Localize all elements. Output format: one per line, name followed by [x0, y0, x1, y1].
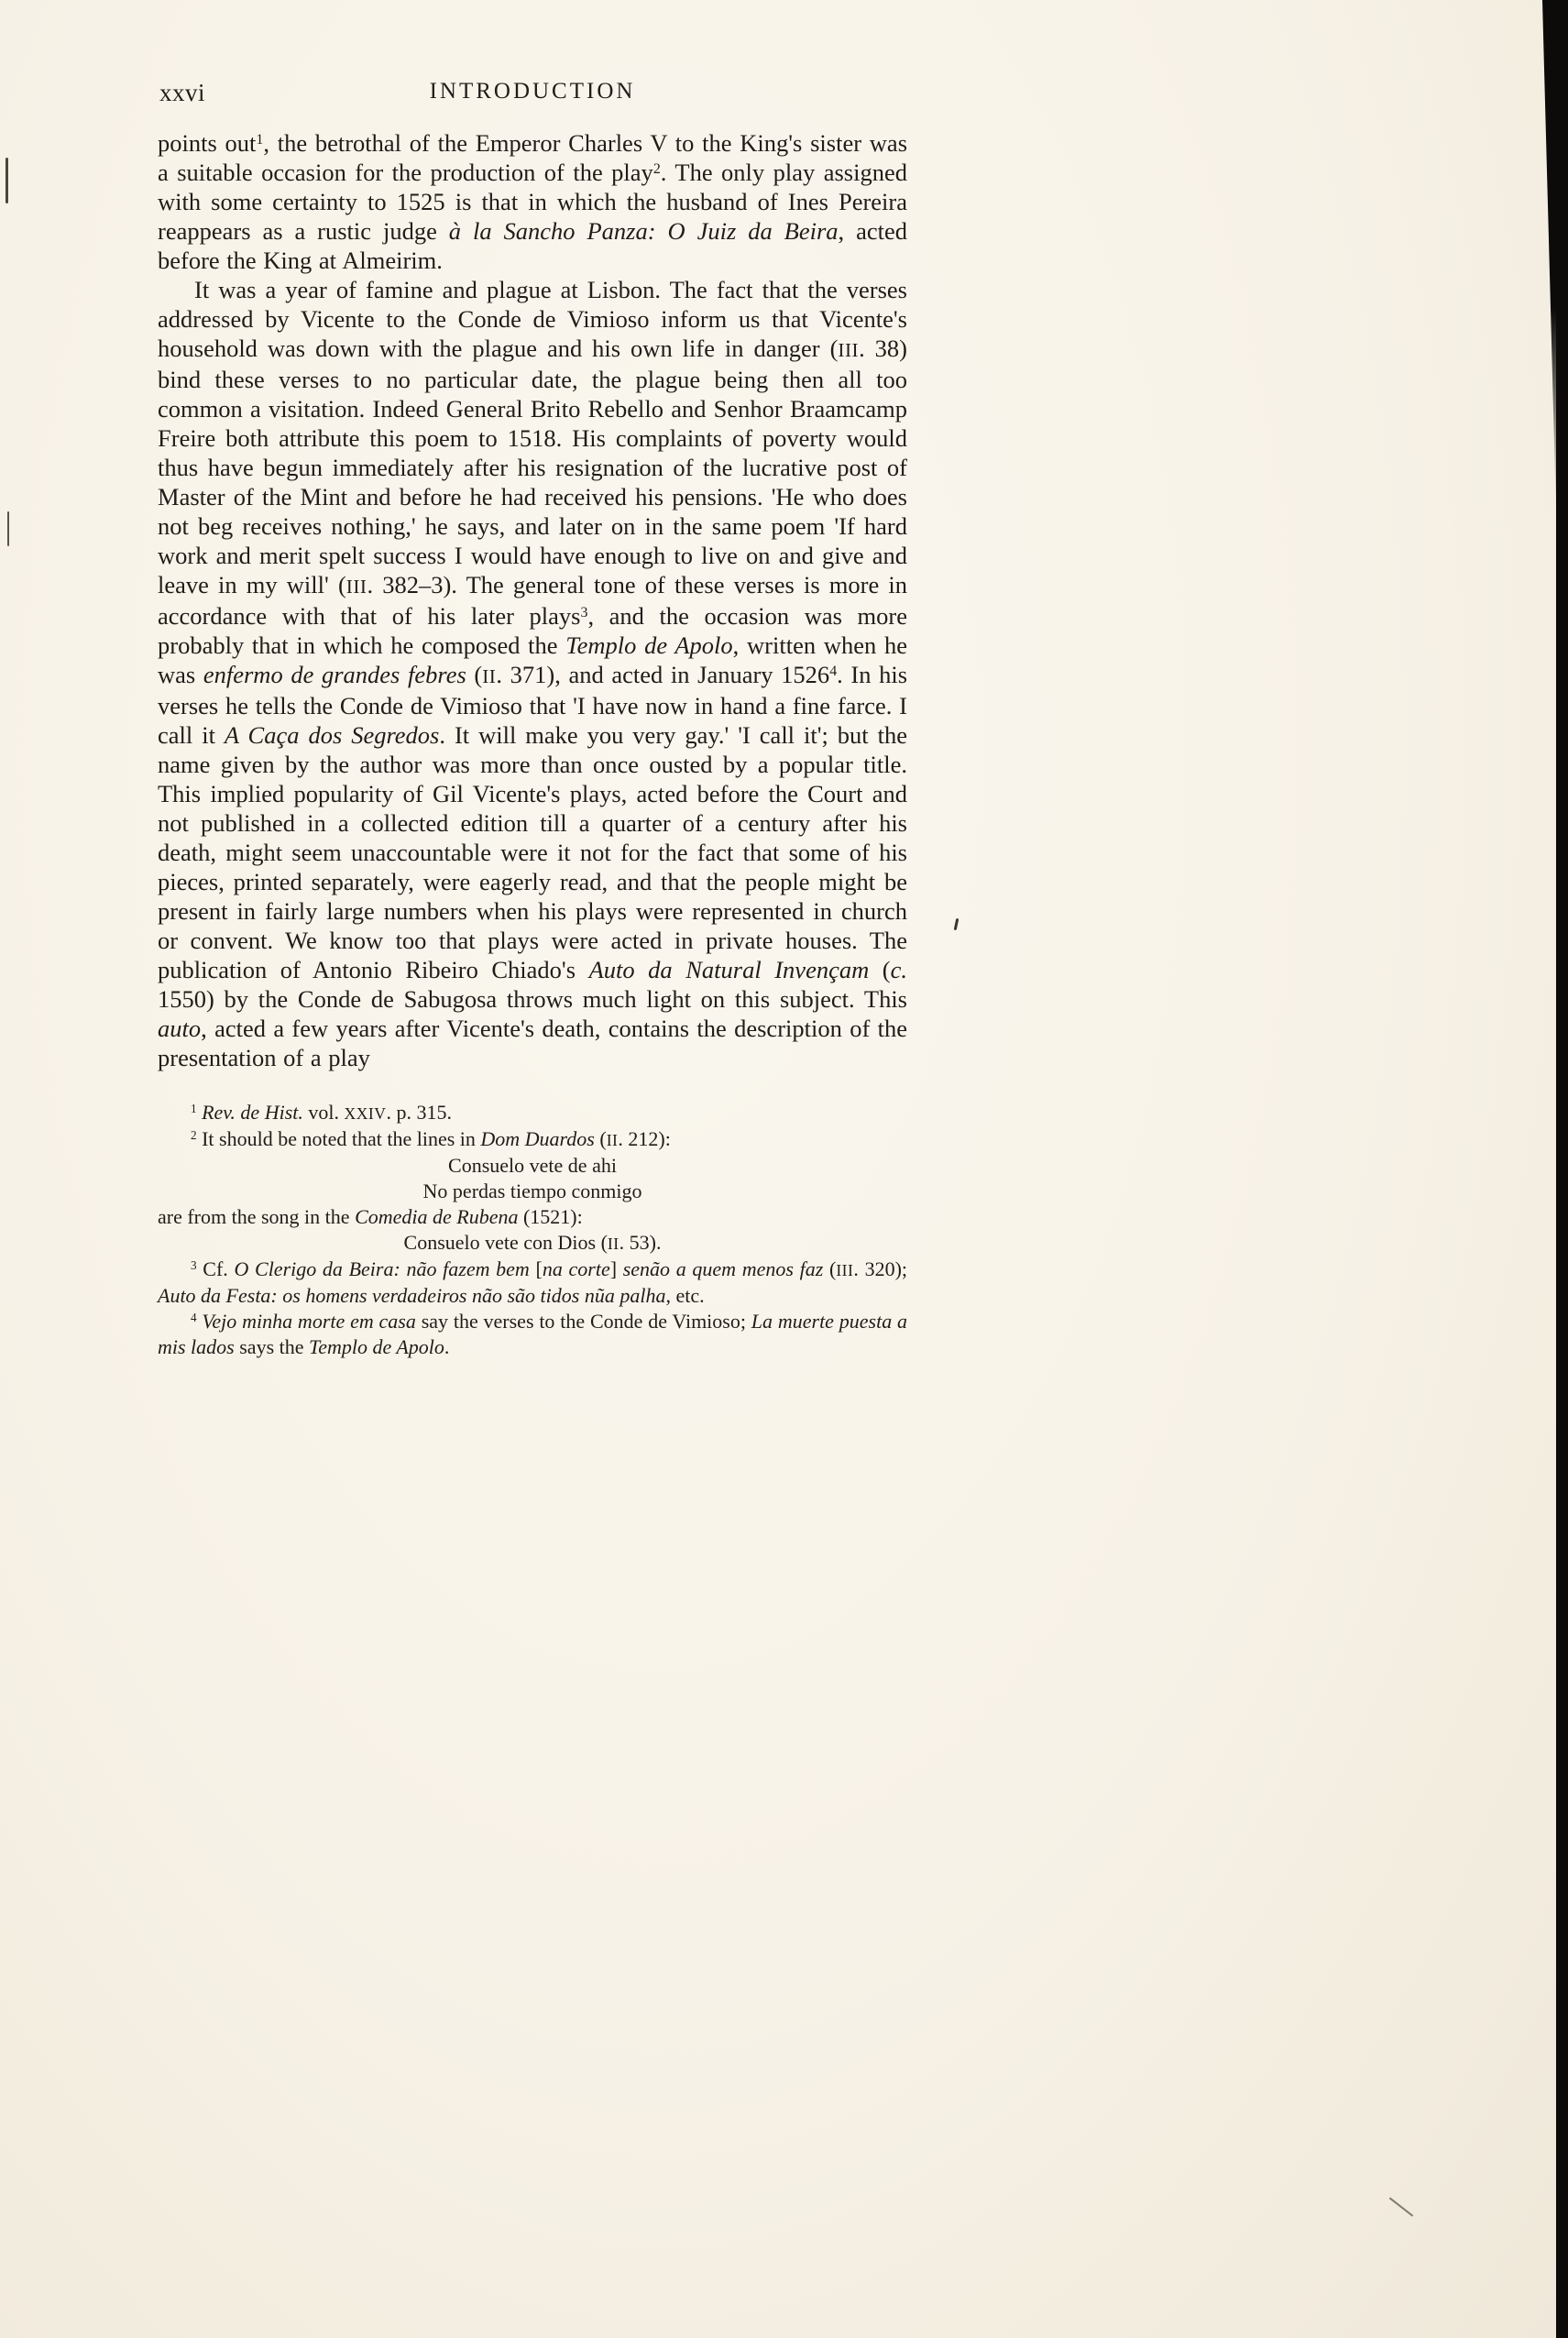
italic-text: Templo de Apolo [309, 1335, 444, 1358]
italic-text: Auto da Festa: os homens verdadeiros não são tidos nũa palha [158, 1284, 666, 1307]
text-run: . In his verses he tells the Conde de Vimioso that 'I have now in hand a fine farce. I call it [158, 661, 908, 749]
italic-text: Comedia de Rubena [355, 1205, 519, 1228]
paragraph [158, 128, 907, 275]
italic-text: Auto da Natural Invençam [588, 956, 870, 983]
footnote-line [158, 1309, 907, 1360]
text-run: . 382–3). The general tone of these verses is more in accordance with that of his later plays [158, 571, 907, 630]
page-number: xxvi [159, 79, 206, 106]
footnote-line [158, 1153, 907, 1179]
footnote-line [158, 1230, 907, 1257]
text-run: . It will make you very gay.' 'I call it'; but the name given by the author was more than once ousted by a popular title. This implied popularity of Gil Vicente's plays, acted before the Court and not published in a collected edition till a quarter of a century after his death, might seem unaccountable were it not for the fact that some of his pieces, printed separately, were eagerly read, and that the people might be present in fairly large numbers when his plays were represented in church or convent. We know too that plays were acted in private houses. The publication of Antonio Ribeiro Chiado's [158, 721, 907, 983]
text-run: ( [869, 956, 891, 983]
italic-text: à la Sancho Panza: O Juiz da Beira [448, 217, 839, 245]
italic-text: O Clerigo da Beira: não fazem bem [234, 1257, 530, 1280]
text-run: , the betrothal of the Emperor Charles V to the King's sister was a suitable occasion for the production of the play [158, 129, 908, 186]
text-run: , etc. [665, 1284, 705, 1307]
text-run: It should be noted that the lines in [196, 1127, 481, 1150]
text-run: . 38) bind these verses to no particular date, the plague being then all too common a visitation. Indeed General Brito Rebello and Senhor Braamcamp Freire both attribute this poem to 1518. His complaints of poverty would thus have begun immediately after his resignation of the lucrative post of Master of the Mint and before he had received his pensions. 'He who does not beg receives nothing,' he says, and later on in the same poem 'If hard work and merit spelt success I would have enough to live on and give and leave in my will' ( [158, 335, 907, 598]
footnote-marker: 3 [580, 605, 588, 621]
italic-text: enfermo de grandes febres [203, 661, 466, 688]
text-run: . p. 315. [386, 1101, 452, 1124]
text-run: Cf. [196, 1257, 235, 1280]
text-run: (1521): [518, 1205, 583, 1228]
footnote-line [158, 1257, 907, 1309]
text-run: . 212): [618, 1127, 671, 1150]
text-run: . 371), and acted in January 1526 [496, 661, 830, 688]
footnote-line [158, 1126, 907, 1153]
footnote-marker: 2 [191, 1128, 197, 1143]
small-caps-numeral: II [482, 665, 497, 687]
footnote-marker: 4 [191, 1311, 197, 1325]
text-run: . The only play assigned with some certainty to 1525 is that in which the husband of Ines Pereira reappears as a rustic judge [158, 159, 907, 245]
footnote-marker: 3 [191, 1258, 197, 1273]
text-run: , acted before the King at Almeirim. [158, 217, 907, 274]
text-run: , written when he was [158, 631, 907, 688]
scan-edge-black-bar [1556, 0, 1568, 2338]
text-run: No perdas tiempo conmigo [422, 1180, 642, 1202]
text-run: points out [158, 129, 257, 157]
text-run: are from the song in the [158, 1205, 356, 1228]
italic-text: La muerte puesta a mis lados [158, 1310, 908, 1358]
text-run: Consuelo vete con Dios ( [403, 1231, 608, 1254]
text-run: It was a year of famine and plague at Lisbon. The fact that the verses addressed by Vicente to the Conde de Vimioso inform us that Vicente's household was down with the plague and his own life in danger ( [158, 276, 907, 362]
italic-text: A Caça dos Segredos [224, 721, 440, 749]
small-caps-numeral: II [606, 1131, 619, 1149]
scan-edge-black-wedge [1542, 0, 1556, 513]
footnote-marker: 4 [829, 664, 838, 680]
small-caps-numeral: XXIV [344, 1104, 387, 1123]
italic-text: Dom Duardos [480, 1127, 595, 1150]
small-caps-numeral: III [838, 339, 860, 361]
italic-text: Templo de Apolo [565, 631, 733, 659]
text-run: 1550) by the Conde de Sabugosa throws much light on this subject. This [158, 985, 907, 1013]
italic-text: c. [890, 956, 908, 983]
text-run: . 320); [853, 1257, 908, 1280]
text-column [158, 77, 907, 1360]
running-head-title: INTRODUCTION [429, 79, 636, 104]
body-text [158, 128, 907, 1072]
text-run: . [444, 1335, 450, 1358]
footnote-line [158, 1100, 907, 1126]
small-caps-numeral: III [836, 1261, 854, 1279]
page-header [158, 77, 907, 110]
text-run: . 53). [619, 1231, 662, 1254]
footnote-marker: 2 [652, 161, 661, 178]
text-run: ( [594, 1127, 607, 1150]
text-run: , and the occasion was more probably that in which he composed the [158, 602, 907, 659]
text-run: [ [529, 1257, 543, 1280]
text-run: ( [466, 661, 483, 688]
text-run: say the verses to the Conde de Vimioso; [415, 1310, 751, 1333]
italic-text: auto [158, 1015, 202, 1042]
text-run: ( [823, 1257, 837, 1280]
italic-text: na corte [542, 1257, 610, 1280]
text-run: vol. [302, 1101, 345, 1124]
stray-ink-mark [954, 918, 959, 930]
text-run: Consuelo vete de ahi [448, 1154, 617, 1177]
italic-text: Rev. de Hist. [202, 1101, 303, 1124]
footnote-marker: 1 [191, 1102, 197, 1116]
paragraph [158, 275, 907, 1072]
small-caps-numeral: II [607, 1235, 620, 1253]
footnotes [158, 1100, 907, 1360]
italic-text: senão a quem menos faz [622, 1257, 824, 1280]
stray-scratch-mark [1389, 2197, 1413, 2216]
text-run: , acted a few years after Vicente's death, contains the description of the presentation of a play [158, 1015, 907, 1071]
footnote-line [158, 1204, 907, 1230]
text-run: ] [609, 1257, 623, 1280]
footnote-marker: 1 [256, 132, 264, 148]
small-caps-numeral: III [345, 576, 367, 598]
text-run: says the [234, 1335, 310, 1358]
italic-text: Vejo minha morte em casa [202, 1310, 416, 1333]
footnote-line [158, 1179, 907, 1204]
scan-edge-mark [5, 158, 8, 203]
scan-edge-mark [7, 511, 9, 546]
